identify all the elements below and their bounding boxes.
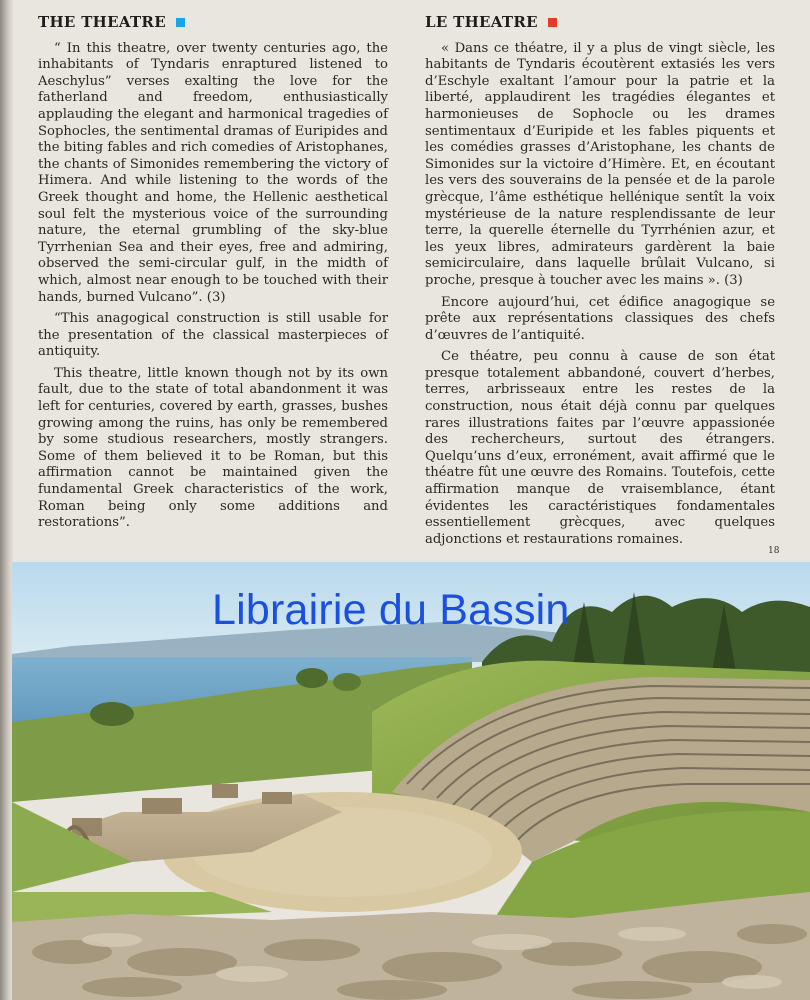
french-paragraph-1: « Dans ce théatre, il y a plus de vingt siècle, les habitants de Tyndaris écoutèrent extasiés les vers d’Eschyle exaltant l’amour pour la patrie et la liberté, applaudirent les tragédies élegantes et harmonieuses de Sophocle ou les drames sentimentaux d’Euripide et les fables piquents et les comédies grasses d’Aristophane, les chants de Simonides sur la victoire d’Himère. Et, en écoutant les vers des souverains de la pensée et de la parole grècque, l’âme esthétique hellénique sentît la voix mystérieuse de la nature resplendissante de leur terre, la querelle éternelle du Tyrrhénien azur, et les yeux libres, admirateurs gardèrent la baie semicirculaire, dans laquelle brûlait Vulcano, si proche, presque à toucher avec les mains ». (3) [425,40,775,288]
french-heading-text: LE THEATRE [425,13,538,31]
french-column [425,14,775,553]
page-number: 18 [768,546,780,556]
english-paragraph-2: “This anagogical construction is still usable for the presentation of the classical masterpieces of antiquity. [38,311,388,360]
english-paragraph-3: This theatre, little known though not by its own fault, due to the state of total abandonment it was left for centuries, covered by earth, grasses, bushes growing among the ruins, has only be remembered by some studious researchers, mostly strangers. Some of them believed it to be Roman, but this affirmation cannot be maintained given the fundamental Greek characteristics of the work, Roman being only some additions and restorations”. [38,365,388,531]
english-column [38,14,388,537]
english-heading-text: THE THEATRE [38,13,166,31]
red-square-icon [548,18,557,27]
french-heading [425,14,775,31]
french-paragraph-2: Encore aujourd’hui, cet édifice anagogique se prête aux représentations classiques des chefs d’œuvres de l’antiquité. [425,294,775,343]
watermark-text: Librairie du Bassin [212,586,570,634]
english-heading [38,14,388,31]
french-paragraph-3: Ce théatre, peu connu à cause de son état presque totalement abbandoné, couvert d’herbes, terres, arbrisseaux entre les restes de la construction, nous était déjà connu par quelques rares illustrations faites par l’œuvre appassionée des rechercheurs, surtout des étrangers. Quelqu’uns d’eux, erronément, avait affirmé que le théatre fût une œuvre des Romains. Toutefois, cette affirmation manque de vraisemblance, étant évidentes les caractéristiques fondamentales essentiellement grècques, avec quelques adjonctions et restaurations romaines. [425,349,775,547]
english-paragraph-1: “ In this theatre, over twenty centuries ago, the inhabitants of Tyndaris enraptured listened to Aeschylus” verses exalting the love for the fatherland and freedom, enthusiastically applauding the elegant and harmonical tragedies of Sophocles, the sentimental dramas of Euripides and the biting fables and rich comedies of Aristophanes, the chants of Simonides remembering the victory of Himera. And while listening to the words of the Greek thought and home, the Hellenic aesthetical soul felt the mysterious voice of the surrounding nature, the eternal grumbling of the sky-blue Tyrrhenian Sea and their eyes, free and admiring, observed the semi-circular gulf, in the midth of which, almost near enough to be touched with their hands, burned Vulcano”. (3) [38,40,388,305]
blue-square-icon [176,18,185,27]
